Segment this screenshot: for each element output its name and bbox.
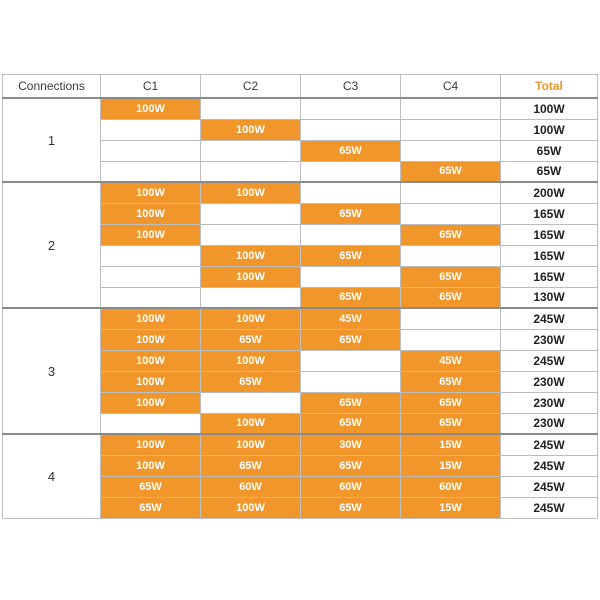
port-c2-power-cell xyxy=(201,161,301,182)
port-c3-power-cell: 65W xyxy=(301,329,401,350)
port-c1-power-cell: 100W xyxy=(101,98,201,119)
port-c2-power-cell xyxy=(201,392,301,413)
port-c2-power-cell: 65W xyxy=(201,329,301,350)
port-c4-power-cell xyxy=(401,140,501,161)
total-power-cell: 100W xyxy=(501,98,598,119)
port-c1-power-cell: 100W xyxy=(101,329,201,350)
port-c4-power-cell: 15W xyxy=(401,455,501,476)
total-power-cell: 165W xyxy=(501,203,598,224)
total-power-cell: 245W xyxy=(501,308,598,329)
port-c4-power-cell: 15W xyxy=(401,497,501,518)
port-c2-power-cell: 65W xyxy=(201,455,301,476)
connection-count-cell: 4 xyxy=(3,434,101,518)
port-c1-power-cell: 100W xyxy=(101,371,201,392)
port-c3-power-cell: 65W xyxy=(301,203,401,224)
port-c2-power-cell: 65W xyxy=(201,371,301,392)
port-c3-power-cell: 65W xyxy=(301,455,401,476)
port-c2-power-cell: 60W xyxy=(201,476,301,497)
total-power-cell: 245W xyxy=(501,497,598,518)
total-header: Total xyxy=(501,75,598,99)
port-c3-power-cell: 65W xyxy=(301,140,401,161)
port-c3-power-cell xyxy=(301,350,401,371)
connection-count-cell: 1 xyxy=(3,98,101,182)
port-c4-power-cell: 60W xyxy=(401,476,501,497)
port-c3-power-cell xyxy=(301,161,401,182)
header-row xyxy=(3,75,598,99)
port-c1-power-cell xyxy=(101,119,201,140)
total-power-cell: 200W xyxy=(501,182,598,203)
port-c3-power-cell xyxy=(301,224,401,245)
total-power-cell: 65W xyxy=(501,140,598,161)
port-c2-power-cell: 100W xyxy=(201,434,301,455)
port-c1-power-cell: 65W xyxy=(101,476,201,497)
port-c3-power-cell: 30W xyxy=(301,434,401,455)
port-c1-power-cell xyxy=(101,245,201,266)
connection-count-cell: 2 xyxy=(3,182,101,308)
port-c3-power-cell xyxy=(301,182,401,203)
port-c1-power-cell: 100W xyxy=(101,392,201,413)
port-c4-power-cell: 65W xyxy=(401,392,501,413)
port-c2-power-cell: 100W xyxy=(201,350,301,371)
table-row xyxy=(3,434,598,455)
port-c3-power-cell: 65W xyxy=(301,287,401,308)
port-c2-power-cell: 100W xyxy=(201,119,301,140)
port-c2-power-cell: 100W xyxy=(201,308,301,329)
port-c3-power-cell: 65W xyxy=(301,497,401,518)
port-c3-power-cell: 65W xyxy=(301,392,401,413)
total-power-cell: 100W xyxy=(501,119,598,140)
port-c2-power-cell: 100W xyxy=(201,182,301,203)
port-c1-power-cell xyxy=(101,287,201,308)
port-c4-power-cell xyxy=(401,182,501,203)
port-c1-power-cell: 65W xyxy=(101,497,201,518)
port-c2-power-cell: 100W xyxy=(201,413,301,434)
port-header-c1: C1 xyxy=(101,75,201,99)
port-c4-power-cell xyxy=(401,308,501,329)
port-c3-power-cell: 60W xyxy=(301,476,401,497)
power-allocation-table xyxy=(2,74,598,519)
port-c1-power-cell: 100W xyxy=(101,350,201,371)
total-power-cell: 245W xyxy=(501,476,598,497)
port-c4-power-cell xyxy=(401,203,501,224)
port-c4-power-cell: 65W xyxy=(401,224,501,245)
port-c1-power-cell: 100W xyxy=(101,308,201,329)
port-c1-power-cell xyxy=(101,161,201,182)
port-c3-power-cell xyxy=(301,98,401,119)
total-power-cell: 230W xyxy=(501,371,598,392)
port-c3-power-cell xyxy=(301,266,401,287)
port-header-c4: C4 xyxy=(401,75,501,99)
port-c1-power-cell xyxy=(101,413,201,434)
port-c1-power-cell: 100W xyxy=(101,434,201,455)
port-c4-power-cell xyxy=(401,98,501,119)
port-c2-power-cell xyxy=(201,98,301,119)
total-power-cell: 230W xyxy=(501,413,598,434)
port-c3-power-cell: 65W xyxy=(301,245,401,266)
port-c2-power-cell: 100W xyxy=(201,266,301,287)
connection-count-cell: 3 xyxy=(3,308,101,434)
port-c1-power-cell: 100W xyxy=(101,455,201,476)
total-power-cell: 165W xyxy=(501,266,598,287)
port-c4-power-cell: 45W xyxy=(401,350,501,371)
table-row xyxy=(3,308,598,329)
total-power-cell: 245W xyxy=(501,350,598,371)
port-c4-power-cell xyxy=(401,245,501,266)
total-power-cell: 65W xyxy=(501,161,598,182)
port-c1-power-cell: 100W xyxy=(101,182,201,203)
port-c3-power-cell xyxy=(301,371,401,392)
port-c1-power-cell xyxy=(101,266,201,287)
port-c2-power-cell: 100W xyxy=(201,245,301,266)
total-power-cell: 230W xyxy=(501,329,598,350)
table-row xyxy=(3,98,598,119)
table-row xyxy=(3,182,598,203)
table-body xyxy=(3,98,598,518)
port-c2-power-cell xyxy=(201,203,301,224)
port-c2-power-cell xyxy=(201,140,301,161)
port-c3-power-cell: 65W xyxy=(301,413,401,434)
port-c4-power-cell: 65W xyxy=(401,287,501,308)
port-c3-power-cell: 45W xyxy=(301,308,401,329)
port-c4-power-cell: 65W xyxy=(401,266,501,287)
port-c4-power-cell xyxy=(401,329,501,350)
port-c4-power-cell: 15W xyxy=(401,434,501,455)
port-c3-power-cell xyxy=(301,119,401,140)
connections-header: Connections xyxy=(3,75,101,99)
port-header-c2: C2 xyxy=(201,75,301,99)
port-c4-power-cell: 65W xyxy=(401,371,501,392)
total-power-cell: 165W xyxy=(501,224,598,245)
port-c2-power-cell xyxy=(201,287,301,308)
total-power-cell: 245W xyxy=(501,434,598,455)
total-power-cell: 165W xyxy=(501,245,598,266)
port-c4-power-cell xyxy=(401,119,501,140)
port-c4-power-cell: 65W xyxy=(401,413,501,434)
port-c2-power-cell xyxy=(201,224,301,245)
port-header-c3: C3 xyxy=(301,75,401,99)
total-power-cell: 230W xyxy=(501,392,598,413)
total-power-cell: 245W xyxy=(501,455,598,476)
total-power-cell: 130W xyxy=(501,287,598,308)
port-c4-power-cell: 65W xyxy=(401,161,501,182)
port-c2-power-cell: 100W xyxy=(201,497,301,518)
port-c1-power-cell xyxy=(101,140,201,161)
port-c1-power-cell: 100W xyxy=(101,203,201,224)
port-c1-power-cell: 100W xyxy=(101,224,201,245)
